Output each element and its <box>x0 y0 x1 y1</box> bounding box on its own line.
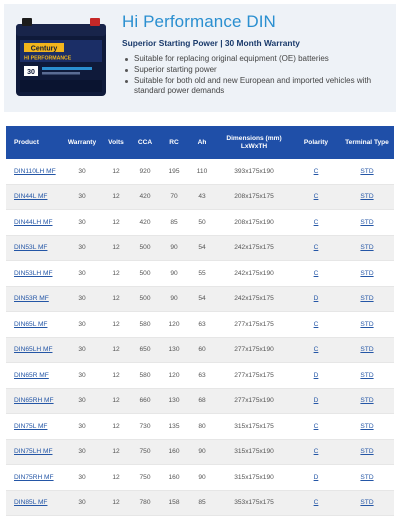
table-row <box>6 235 394 261</box>
terminal-link[interactable]: STD <box>360 473 374 481</box>
ah-cell: 110 <box>188 159 216 184</box>
dimensions-cell: 242x175x190 <box>216 261 292 287</box>
ah-cell: 60 <box>188 337 216 363</box>
rc-cell: 130 <box>160 337 188 363</box>
rc-cell: 160 <box>160 465 188 491</box>
ah-cell: 68 <box>188 388 216 414</box>
col-header-terminal-type: Terminal Type <box>340 126 394 159</box>
dimensions-cell: 208x175x190 <box>216 210 292 236</box>
cca-cell: 420 <box>130 184 160 210</box>
polarity-cell <box>292 235 340 261</box>
rc-cell: 195 <box>160 159 188 184</box>
warranty-cell: 30 <box>62 261 102 287</box>
terminal-link[interactable]: STD <box>360 422 374 430</box>
dimensions-cell: 393x175x190 <box>216 159 292 184</box>
polarity-link[interactable]: D <box>313 473 319 481</box>
ah-cell: 63 <box>188 312 216 338</box>
polarity-link[interactable]: C <box>313 422 319 430</box>
page-title: Hi Performance DIN <box>122 12 276 31</box>
table-row <box>6 414 394 440</box>
dimensions-cell: 277x175x175 <box>216 363 292 389</box>
table-row <box>6 465 394 491</box>
rc-cell: 90 <box>160 261 188 287</box>
rc-cell: 135 <box>160 414 188 440</box>
rc-cell: 120 <box>160 312 188 338</box>
product-link[interactable]: DIN85L MF <box>14 499 48 507</box>
warranty-cell: 30 <box>62 235 102 261</box>
volts-cell: 12 <box>102 388 130 414</box>
terminal-cell <box>340 414 394 440</box>
warranty-cell: 30 <box>62 337 102 363</box>
cca-cell: 750 <box>130 439 160 465</box>
terminal-link[interactable]: STD <box>360 499 374 507</box>
polarity-cell <box>292 337 340 363</box>
feature-item: Superior starting power <box>122 65 392 75</box>
ah-cell: 63 <box>188 363 216 389</box>
product-link[interactable]: DIN44L MF <box>14 193 48 201</box>
polarity-cell <box>292 414 340 440</box>
cca-cell: 780 <box>130 490 160 516</box>
ah-cell: 54 <box>188 286 216 312</box>
dimensions-cell: 277x175x190 <box>216 388 292 414</box>
terminal-link[interactable]: STD <box>360 167 374 175</box>
product-link[interactable]: DIN65R MF <box>14 371 49 379</box>
cca-cell: 500 <box>130 235 160 261</box>
warranty-cell: 30 <box>62 363 102 389</box>
dimensions-cell: 242x175x175 <box>216 286 292 312</box>
cca-cell: 500 <box>130 286 160 312</box>
product-cell <box>6 490 62 516</box>
warranty-cell: 30 <box>62 210 102 236</box>
polarity-link[interactable]: C <box>313 193 319 201</box>
polarity-link[interactable]: D <box>313 371 319 379</box>
ah-cell: 90 <box>188 465 216 491</box>
polarity-link[interactable]: C <box>313 167 319 175</box>
polarity-cell <box>292 439 340 465</box>
volts-cell: 12 <box>102 184 130 210</box>
polarity-link[interactable]: C <box>313 448 319 456</box>
warranty-cell: 30 <box>62 414 102 440</box>
cca-cell: 500 <box>130 261 160 287</box>
polarity-cell <box>292 286 340 312</box>
terminal-link[interactable]: STD <box>360 295 374 303</box>
col-header-cca: CCA <box>130 126 160 159</box>
table-row <box>6 363 394 389</box>
volts-cell: 12 <box>102 210 130 236</box>
ah-cell: 55 <box>188 261 216 287</box>
svg-text:30: 30 <box>27 69 35 76</box>
cca-cell: 580 <box>130 363 160 389</box>
hero-text <box>122 12 392 97</box>
product-link[interactable]: DIN75RH MF <box>14 473 54 481</box>
product-cell <box>6 465 62 491</box>
terminal-cell <box>340 286 394 312</box>
product-cell <box>6 184 62 210</box>
product-cell <box>6 363 62 389</box>
table-row <box>6 159 394 184</box>
terminal-cell <box>340 439 394 465</box>
product-cell <box>6 159 62 184</box>
rc-cell: 158 <box>160 490 188 516</box>
volts-cell: 12 <box>102 337 130 363</box>
ah-cell: 80 <box>188 414 216 440</box>
warranty-cell: 30 <box>62 465 102 491</box>
volts-cell: 12 <box>102 439 130 465</box>
col-header-polarity: Polarity <box>292 126 340 159</box>
product-link[interactable]: DIN75LH MF <box>14 448 53 456</box>
dimensions-cell: 277x175x190 <box>216 337 292 363</box>
table-row <box>6 286 394 312</box>
product-cell <box>6 312 62 338</box>
warranty-cell: 30 <box>62 490 102 516</box>
product-link[interactable]: DIN53R MF <box>14 295 49 303</box>
terminal-cell <box>340 261 394 287</box>
product-link[interactable]: DIN44LH MF <box>14 218 53 226</box>
rc-cell: 90 <box>160 286 188 312</box>
feature-item: Suitable for replacing original equipment (OE) batteries <box>122 54 392 64</box>
volts-cell: 12 <box>102 363 130 389</box>
polarity-link[interactable]: D <box>313 295 319 303</box>
terminal-cell <box>340 465 394 491</box>
cca-cell: 660 <box>130 388 160 414</box>
warranty-cell: 30 <box>62 312 102 338</box>
product-cell <box>6 261 62 287</box>
product-cell <box>6 388 62 414</box>
terminal-link[interactable]: STD <box>360 448 374 456</box>
table-row <box>6 312 394 338</box>
product-link[interactable]: DIN53LH MF <box>14 269 53 277</box>
polarity-cell <box>292 363 340 389</box>
polarity-link[interactable]: C <box>313 346 319 354</box>
rc-cell: 90 <box>160 235 188 261</box>
table-row <box>6 388 394 414</box>
product-hero <box>4 4 396 112</box>
polarity-cell <box>292 388 340 414</box>
dimensions-cell: 353x175x175 <box>216 490 292 516</box>
product-link[interactable]: DIN65LH MF <box>14 346 53 354</box>
product-table-container <box>6 126 394 516</box>
terminal-cell <box>340 337 394 363</box>
hero-subtitle: Superior Starting Power | 30 Month Warranty <box>122 38 300 48</box>
feature-item: Suitable for both old and new European and imported vehicles with standard power demands <box>122 76 392 96</box>
dimensions-cell: 315x175x190 <box>216 439 292 465</box>
cca-cell: 920 <box>130 159 160 184</box>
terminal-link[interactable]: STD <box>360 346 374 354</box>
col-header-dimensions: Dimensions (mm) LxWxTH <box>216 126 292 159</box>
polarity-link[interactable]: C <box>313 218 319 226</box>
terminal-cell <box>340 388 394 414</box>
volts-cell: 12 <box>102 414 130 440</box>
terminal-cell <box>340 312 394 338</box>
polarity-cell <box>292 210 340 236</box>
terminal-cell <box>340 184 394 210</box>
dimensions-cell: 315x175x190 <box>216 465 292 491</box>
cca-cell: 650 <box>130 337 160 363</box>
terminal-link[interactable]: STD <box>360 371 374 379</box>
terminal-link[interactable]: STD <box>360 193 374 201</box>
polarity-link[interactable]: D <box>313 397 319 405</box>
product-link[interactable]: DIN65L MF <box>14 320 48 328</box>
col-header-ah: Ah <box>188 126 216 159</box>
product-link[interactable]: DIN75L MF <box>14 422 48 430</box>
warranty-cell: 30 <box>62 159 102 184</box>
ah-cell: 50 <box>188 210 216 236</box>
warranty-cell: 30 <box>62 439 102 465</box>
terminal-link[interactable]: STD <box>360 269 374 277</box>
cca-cell: 420 <box>130 210 160 236</box>
terminal-link[interactable]: STD <box>360 320 374 328</box>
battery-image <box>10 14 112 100</box>
product-table <box>6 126 394 516</box>
product-cell <box>6 337 62 363</box>
terminal-link[interactable]: STD <box>360 218 374 226</box>
product-cell <box>6 235 62 261</box>
dimensions-cell: 315x175x175 <box>216 414 292 440</box>
svg-text:Century: Century <box>30 45 58 53</box>
table-row <box>6 490 394 516</box>
cca-cell: 730 <box>130 414 160 440</box>
terminal-cell <box>340 210 394 236</box>
volts-cell: 12 <box>102 159 130 184</box>
product-link[interactable]: DIN53L MF <box>14 244 48 252</box>
terminal-cell <box>340 235 394 261</box>
rc-cell: 160 <box>160 439 188 465</box>
svg-text:HI PERFORMANCE: HI PERFORMANCE <box>24 55 72 62</box>
col-header-product: Product <box>6 126 62 159</box>
table-row <box>6 210 394 236</box>
terminal-link[interactable]: STD <box>360 397 374 405</box>
polarity-link[interactable]: C <box>313 499 319 507</box>
polarity-cell <box>292 159 340 184</box>
terminal-link[interactable]: STD <box>360 244 374 252</box>
ah-cell: 90 <box>188 439 216 465</box>
polarity-link[interactable]: C <box>313 244 319 252</box>
volts-cell: 12 <box>102 286 130 312</box>
volts-cell: 12 <box>102 465 130 491</box>
rc-cell: 120 <box>160 363 188 389</box>
cca-cell: 580 <box>130 312 160 338</box>
warranty-cell: 30 <box>62 388 102 414</box>
polarity-cell <box>292 312 340 338</box>
polarity-link[interactable]: C <box>313 320 319 328</box>
terminal-cell <box>340 363 394 389</box>
feature-list <box>122 54 392 96</box>
polarity-cell <box>292 490 340 516</box>
table-row <box>6 184 394 210</box>
volts-cell: 12 <box>102 312 130 338</box>
volts-cell: 12 <box>102 490 130 516</box>
ah-cell: 85 <box>188 490 216 516</box>
product-cell <box>6 439 62 465</box>
product-link[interactable]: DIN110LH MF <box>14 167 56 175</box>
dimensions-cell: 242x175x175 <box>216 235 292 261</box>
ah-cell: 43 <box>188 184 216 210</box>
product-cell <box>6 286 62 312</box>
polarity-cell <box>292 261 340 287</box>
rc-cell: 70 <box>160 184 188 210</box>
table-row <box>6 261 394 287</box>
table-row <box>6 337 394 363</box>
col-header-volts: Volts <box>102 126 130 159</box>
cca-cell: 750 <box>130 465 160 491</box>
dimensions-cell: 208x175x175 <box>216 184 292 210</box>
terminal-cell <box>340 159 394 184</box>
table-row <box>6 439 394 465</box>
product-cell <box>6 414 62 440</box>
product-cell <box>6 210 62 236</box>
polarity-cell <box>292 465 340 491</box>
ah-cell: 54 <box>188 235 216 261</box>
warranty-cell: 30 <box>62 286 102 312</box>
table-header-row <box>6 126 394 159</box>
rc-cell: 85 <box>160 210 188 236</box>
col-header-rc: RC <box>160 126 188 159</box>
product-link[interactable]: DIN65RH MF <box>14 397 54 405</box>
polarity-cell <box>292 184 340 210</box>
rc-cell: 130 <box>160 388 188 414</box>
col-header-warranty: Warranty <box>62 126 102 159</box>
terminal-cell <box>340 490 394 516</box>
warranty-cell: 30 <box>62 184 102 210</box>
dimensions-cell: 277x175x175 <box>216 312 292 338</box>
polarity-link[interactable]: C <box>313 269 319 277</box>
volts-cell: 12 <box>102 261 130 287</box>
volts-cell: 12 <box>102 235 130 261</box>
